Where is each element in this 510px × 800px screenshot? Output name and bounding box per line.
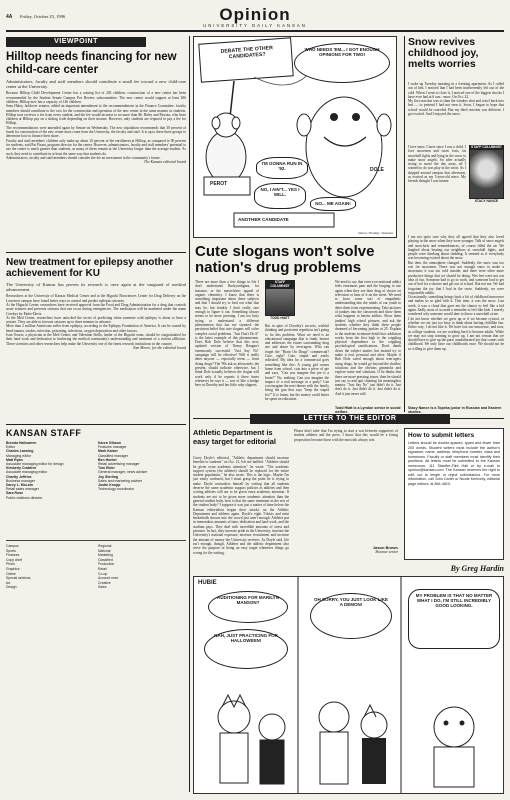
viewpoint-headline: Hilltop needs financing for new child-care center [6, 51, 177, 76]
page-number: 4A [6, 14, 13, 20]
viewpoint-para: Faculty and staff members' children only make up about 10 percent of the enrollment at Hilltop, as compared to 90 percent for students, said Pat Pisani, program director for the center. However, administrators, faculty and staff members' potential to use the center is much greater than students, as many of them remain at the University longer than the average student. As such, they need to contribute in at least the same way that students do. [6, 138, 186, 156]
viewpoint-signature: The Kansan editorial board [143, 160, 186, 165]
business-row: Marketing [98, 553, 113, 558]
letter-author-title: Shawnee senior [375, 550, 398, 554]
staff-name: Ben Hunter [98, 457, 117, 462]
viewpoint-para: The recommendations were amended again by Senate on Wednesday. The new stipulation recommends that 30 percent of funds for construction of the new center must come from the University, the faculty and staff. It is up to these three groups to determine how to finance their share. [6, 125, 186, 139]
staff-title: Retail sales manager [6, 487, 39, 492]
desk-row: Design [6, 585, 17, 590]
letter-headline: Athletic Department is easy target for editorial [193, 428, 276, 446]
staff-entry [6, 458, 94, 466]
business-row: Creative [98, 580, 111, 585]
snow-para: I am not quite sure why they all agreed that they also loved playing in the snow when they were younger. Talk of snow angels and snowforts and remembrances, of course filled the air. We laughed about beating our neighbors at snowball fights, and people were thinking about sledding. It seemed as if everybody was becoming excited about the snow. [408, 235, 504, 261]
staff-title: Business manager [6, 478, 35, 483]
letter-para: Please don't infer that I'm trying to start a war between supporters of student athletes and the press. I know that this would be a losing proposition because those with the most ink always win. [294, 429, 398, 442]
staff-name: Mark Kaiser [98, 449, 118, 454]
snow-body-wrap [408, 145, 466, 233]
column-col2 [265, 324, 329, 404]
submit-body: Letters should be double-spaced, typed and fewer than 200 words. Student writers must include the author's signature, name, address, telephone number, class and hometown. Faculty or staff members must identify their positions. All letters must be submitted to the Kansan newsroom, 111 Stauffer-Flint Hall or by e-mail to opinion@kansan.com. The Kansan reserves the right to edit, cut to length or reject submissions. For more information, call John Carter or Nicole Kennedy, editorial page editors, at 864-4810. [408, 441, 500, 486]
snow-para: But then, the atmosphere changed. Suddenly, the snow was too wet for snowmen. There was not enough snow to make a snowman; it was too cold outside, and there were other more productive things that we should be doing. Wet feet were not our idea of fun. Someone had to go to work, and someone had to get out of bed for a shower and get out of school. But not me. We had forgotten the joy that I had in the snow. Suddenly, we were responsible adults. [408, 260, 504, 295]
business-row: Account exec [98, 576, 119, 581]
staff-name: Charity Jeffries [6, 474, 32, 479]
staff-entry [6, 475, 94, 483]
staff-name: Brenda Halloween [6, 441, 37, 445]
staff-title: Retail advertising manager [98, 462, 140, 467]
letters-label: LETTER TO THE EDITOR [250, 414, 450, 424]
epilepsy-para: More than 2 million Americans suffer from epilepsy, according to the Epilepsy Foundation of America. It can be caused by head trauma, strokes, infection, poisoning, infections, oxygen deprivation and other factors. [6, 324, 186, 333]
desk-row: Features [6, 553, 20, 558]
comic-bubble: NAH, JUST PRACTICING FOR HALLOWEEN! [204, 629, 288, 669]
staff-name: Darcy L. McLain [6, 483, 33, 488]
paper-name: UNIVERSITY DAILY KANSAN [203, 23, 307, 28]
columnist-label: STAFF COLUMNIST [469, 145, 504, 149]
staff-entry [98, 449, 186, 457]
submit-title: How to submit letters [408, 432, 475, 439]
letter-para: Corey Doyle's editorial, "Athletic department should increase benefits to students" on Oct. 21, left me baffled. "Athletes should be given extra academic attention," he wrote. "The academic support system (for athletes) should be replaced for the entire student population," he also wrote. This is the logic. Maybe I'm just easily confused, but I must grasp the point he is trying to make. Doyle contradicts himself by writing that all students deserve the same academic support policies as athletes and then writing athletes still are to be given extra academic attention. If students are not to be given more academic attention than the general student body, how is that the same treatment as the rest of the student body? I suppose it was just a matter of time before the Kansan editorialists began their attacks on the Athletic Department and athletes again. Doyle's eight T-shirts and mini basketballs thrown into the crowd just aren't enough. Athletes put in tremendous amounts of time, dedication and hard work, and the stadium pays. They deal with incredible amounts of stress and pressure. In fact, they increase pride in the University, increase the University's national exposure, increase recruitment and increase the amount of money the University receives. As Doyle said, life isn't enough, though. Athletes and the athletic department also serve the purpose of being an easy target whenever things go wrong for the writing. [193, 456, 289, 555]
staff-entry [98, 441, 186, 449]
staff-name: Charles Lanning [6, 449, 34, 454]
desk-row: Special sections [6, 576, 31, 581]
divider [6, 252, 186, 253]
staff-entry [98, 483, 186, 491]
snow-para: I do not know whether we grew up or if we became cynical, or whether we are just too busy to think about having childlike fun. Either way, I do not like it. We have lost our innocence, and now, as college students, we are working hard to become adults. While we may not stop wanting to grow up, I am not certain that we should have to give up the pure, unadulterated joy that comes with childhood. We only have our childhoods once. We should not be so willing to give them up. [408, 316, 504, 351]
staff-entry [98, 466, 186, 474]
desk-list [6, 544, 94, 590]
snow-bio: Stacy Nance is a Topeka junior in Russian and Eastern studies. [408, 406, 502, 414]
column-bio: Todd Hiatt is a Lyndon senior in social welfare. [335, 406, 401, 414]
business-row: National [98, 548, 111, 553]
label-dole: DOLE [370, 167, 384, 173]
speech-bubble: WHO NEEDS 'EM... I GOT ENOUGH OPINIONS FOR TWO! [294, 43, 390, 83]
business-row: Sales [98, 585, 107, 590]
columnist-label: STAFF COLUMNIST [265, 280, 295, 288]
snow-para: I love snow. I have since I was a child. I love snowmen and snow forts, fat snowball fights and lying in the snow to make snow angels. So after actually trying to move the day away, all I wanted to do was play in the snow. As I skipped around campus that afternoon, as excited as my 5-year-old niece. My friends thought I was insane. [408, 145, 466, 184]
snow-para: I woke up Tuesday morning in a freezing apartment. As I rolled out of bed, I noticed that I had been inadvertently left out of the cold. When I went to close it, I noticed one of the biggest shocks I have ever had at 6 a.m.: snow. On Oct. 22. [408, 82, 504, 99]
snow-body-bottom [408, 235, 504, 407]
column-text: We need to say that even a recreational addict feels enormous pain and the longing to use again when they see their drug of choice on television or hear of it on the street. We need to force some sort of empathetic understanding into the minds of our youth to deter them from experimenting. Take pictures of junkies into the classroom and show them what happens to heroin addicts. Show them junkies' high school pictures, and ask the students whether they think these people dreamed of becoming junkies at 25. Explain to the students in minute detail how addiction works from the first high to the crippling physical dependence to the crippling psychological ramifications. Don't dumb down the subject matter, but instead try to make it real, personal and alive. Maybe if Bob Dole cared enough about teen-agers using drugs, he would go beyond the shallow solutions and the obvious gimmicks and explore some real solutions. If he thinks that there are more pressing issues, then he should just say so and quit chanting his meaningless mantra. "Just Say No" just didn't do it. Just don't do it. Just didn't do it. Just didn't do it. And it just never will. [335, 280, 401, 396]
staff-left-list [6, 441, 94, 500]
epilepsy-para: Researchers at the University of Kansas Medical Center and at the Higuchi Biosciences Center for Drug Delivery on the Lawrence campus have found better ways to control and predict epileptic seizures. [6, 294, 186, 303]
folio-bar [6, 6, 504, 30]
staff-title: Sales and marketing adviser [98, 478, 143, 483]
staff-entry [6, 466, 94, 474]
desk-row: Graphics [6, 566, 20, 571]
staff-title: Associate managing editor [6, 470, 48, 475]
snow-columnist-box [469, 145, 504, 207]
staff-title: General manager, news adviser [98, 470, 148, 475]
column-text: But in spite of Dorothy's success, wishful thinking and persistent repetition isn't going to fix this problem. What we need is an educational campaign that is frank, honest and addresses the issues surrounding drug use and abuse by teen-agers. Who can forget the "Brain On Drugs" commercial? Cute, right? Cute, stupid and easily ridiculed. My idea for a commercial goes something like this: A young girl comes home from school, cuts into a piece of pie and says, "Can you imagine this pie is a brain?" No, nothing. Can you imagine the impact of a real message at a party? Can you imagine the next dinner with the family being the gun that says "keep the stupid fix?" It is funny, but the money could better be spent on education. [265, 324, 329, 402]
speech-bubble: NO... ME AGAIN! [310, 197, 356, 211]
divider [6, 424, 186, 425]
staff-title: Technology coordinator [98, 487, 135, 492]
epilepsy-signature: Tom Moore, for the editorial board [132, 345, 186, 350]
business-list [98, 544, 186, 590]
desk-row: Sports [6, 548, 16, 553]
snow-para: Occasionally, something brings back a bit of childhood innocence and makes us so glad with it. This time, it was the snow. Last week, it was a cloud that gave me the chance to feel like a kid again. Sadly, most of us need a reminder to feel like kids. I merely wondered why someone would dare to throw a snowball at me. [408, 295, 504, 317]
columnist-photo [469, 149, 504, 199]
viewpoint-para: Administrators, faculty and staff members should contribute a small fee toward a new child-care center at the University. [6, 79, 186, 90]
staff-name: Matt Ryan [6, 457, 23, 462]
staff-title: Classified manager [98, 453, 128, 458]
staff-title: Features manager [98, 445, 127, 450]
label-candidate: ANOTHER CANDIDATE [238, 217, 289, 222]
staff-name: Tom Elder [98, 466, 115, 471]
epilepsy-body [6, 282, 186, 420]
desk-row: Copy chief [6, 557, 23, 562]
viewpoint-para: Sean Haley, holdover senator, added an important amendment to the recommendations in the Finance Committee: faculty members should contribute to the cost for the construction and operation of the new center in the same manner as students. Hilltop now receives a fee from every student, and the fee would increase to no more than $6. Haley and Pasrota, who have children at Hilltop pay on a sliding scale depending on their income. However, only students are required to pay a fee for Hilltop. [6, 104, 186, 126]
desk-row: Online [6, 571, 16, 576]
snow-para: My first reaction was to slam the window shut and crawl back into bed — to pretend I had not seen it. Soon, I began to hope that school would be canceled. But my third reaction was different. I got excited. And I enjoyed the snow. [408, 99, 504, 117]
cartoon-sign: DEBATE THE OTHER CANDIDATES? [220, 45, 274, 61]
staff-name: Sara Rose [6, 491, 24, 496]
political-cartoon [193, 36, 397, 238]
viewpoint-label: VIEWPOINT [6, 37, 146, 47]
columnist-box [265, 280, 295, 320]
staff-name: Karen Gibson [98, 441, 121, 445]
staff-title: Associate managing editor for design [6, 462, 64, 467]
comic-bubble: AUDITIONING FOR MARILYN MANSON? [208, 591, 288, 623]
label-perot: PEROT [210, 181, 228, 187]
staff-entry [6, 483, 94, 491]
staff-title: Editor [6, 445, 16, 450]
letter-body [193, 456, 289, 560]
speech-bubble: I'M GONNA RUN IN '92. [256, 157, 308, 179]
staff-title: Managing editor [6, 453, 32, 458]
column-divider [189, 36, 190, 792]
letter-author: Jason Brown [372, 545, 398, 550]
business-row: Regional [98, 544, 112, 548]
staff-box [6, 428, 186, 794]
letter-signature [294, 545, 398, 554]
desk-editors-grid [6, 540, 186, 590]
comic-bubble: OH SORRY, YOU JUST LOOK LIKE A DEMON! [310, 593, 392, 639]
business-row: Production [98, 562, 115, 567]
staff-entry [98, 475, 186, 483]
business-row: Co-op [98, 571, 108, 576]
column-headline: Cute slogans won't solve nation's drug problems [195, 243, 375, 276]
header-rule [6, 30, 504, 32]
staff-entry [6, 441, 94, 449]
comic-bubble: MY PROBLEM IS THAT NO MATTER WHAT I DO, I'M STILL INCREDIBLY GOOD LOOKING. [408, 589, 500, 649]
staff-name: Joy Sterling [98, 474, 119, 479]
staff-name: Justin Knupp [98, 483, 121, 488]
desk-row: Campus [6, 544, 19, 548]
cartoon-credit: Shawn Trenday / Kansan [358, 231, 393, 235]
desk-row: Art [6, 580, 11, 585]
speech-bubble: NO, I AIN'T... YES I WILL. [254, 183, 306, 209]
comic-credit: By Greg Hardin [450, 564, 504, 573]
staff-entry [98, 458, 186, 466]
column-divider [404, 36, 405, 412]
business-row: Retail [98, 566, 107, 571]
staff-title: Public relations director [6, 495, 43, 500]
epilepsy-para: The University of Kansas has proven its research is once again at the vanguard of medical advancement. [6, 282, 186, 293]
staff-entry [6, 449, 94, 457]
snow-headline: Snow revives childhood joy, melts worries [408, 36, 479, 70]
columnist-photo [265, 288, 295, 316]
column-col1 [195, 280, 259, 404]
columnist-name: STACY NANCE [474, 199, 499, 203]
desk-row: Photo [6, 562, 15, 567]
business-row: Classified [98, 557, 113, 562]
epilepsy-para: At the Med Center, researchers have unlocked the secret of predicting when someone with epilepsy is about to have a seizure. They are able to forecast seizures up to three minutes in advance. [6, 315, 186, 325]
viewpoint-body [6, 79, 186, 249]
snow-body-top [408, 82, 504, 142]
folio-date: Friday, October 25, 1996 [20, 14, 66, 19]
column-text: There are more than a few things in life I don't understand. Backyardigans, for instance, or the masochistic appeal of organic chemistry. I know that there is something important about these subjects and that I should try to find out what that may be, but frankly I don't really care enough to figure it out. Something always seems to be more pressing. I am too busy trying to understand a different phenomenon that has me stymied: the persistent belief that cute slogans will solve complex social problems. "Just Don't Do It" is the latest example of this phenomenon. Does Bob Dole believe that this new, updated version of Nancy Reagan's enormously successful "Just Say No" campaign will be effective? Will it really deter anyone — especially teens — from doing drugs? The '90s ask us afterwards, the present, should indicate otherwise, but I think Dole actually believes the slogan will work only if he repeats it three times whenever he says it — sort of like a bridge beer in Dorothy and her little ruby slippers. [195, 280, 259, 388]
staff-entry [6, 491, 94, 499]
epilepsy-para: Ivan Osorio, a physician at the Med Center, and Valentino Stella, leader of the Higuchi team, should be congratulated for their hard work and dedication to furthering the medical community's understanding and treatment of a violent affliction. These scientists and other researchers help make the University one of the finest research institutions in the country. [6, 333, 186, 346]
letter-body-cont [294, 429, 398, 541]
epilepsy-headline: New treatment for epilepsy another achievement for KU [6, 257, 174, 279]
viewpoint-para: Administrators, faculty and staff members should consider the fee an investment in the community's future. [6, 155, 161, 160]
epilepsy-para: At the Higuchi Center, researchers have received approval from the Food and Drug Administration for a drug that controls acute seizures and prevents seizures that can occur during emergencies. The medication will be marketed under the name Cerebyx by Parke-Davis. [6, 303, 186, 316]
staff-box-title: KANSAN STAFF [6, 428, 82, 438]
columnist-name: TODD HIATT [270, 316, 290, 320]
column-col3 [335, 280, 401, 404]
submit-letters-box [404, 428, 504, 560]
hubie-comic [193, 576, 504, 794]
staff-name: Kimberly Crabtree [6, 466, 37, 471]
viewpoint-para: Because Hilltop Child Development Center has a waiting list of 202 children, construction of a new center has been recommended by the Student Senate Campus Fee Review subcommittee. The new center would support at least 306 children. Hilltop now has a capacity of 146 children. [6, 91, 186, 104]
section-title: Opinion [219, 5, 291, 24]
staff-right-list [98, 441, 186, 491]
comic-title: HUBIE [198, 580, 217, 586]
